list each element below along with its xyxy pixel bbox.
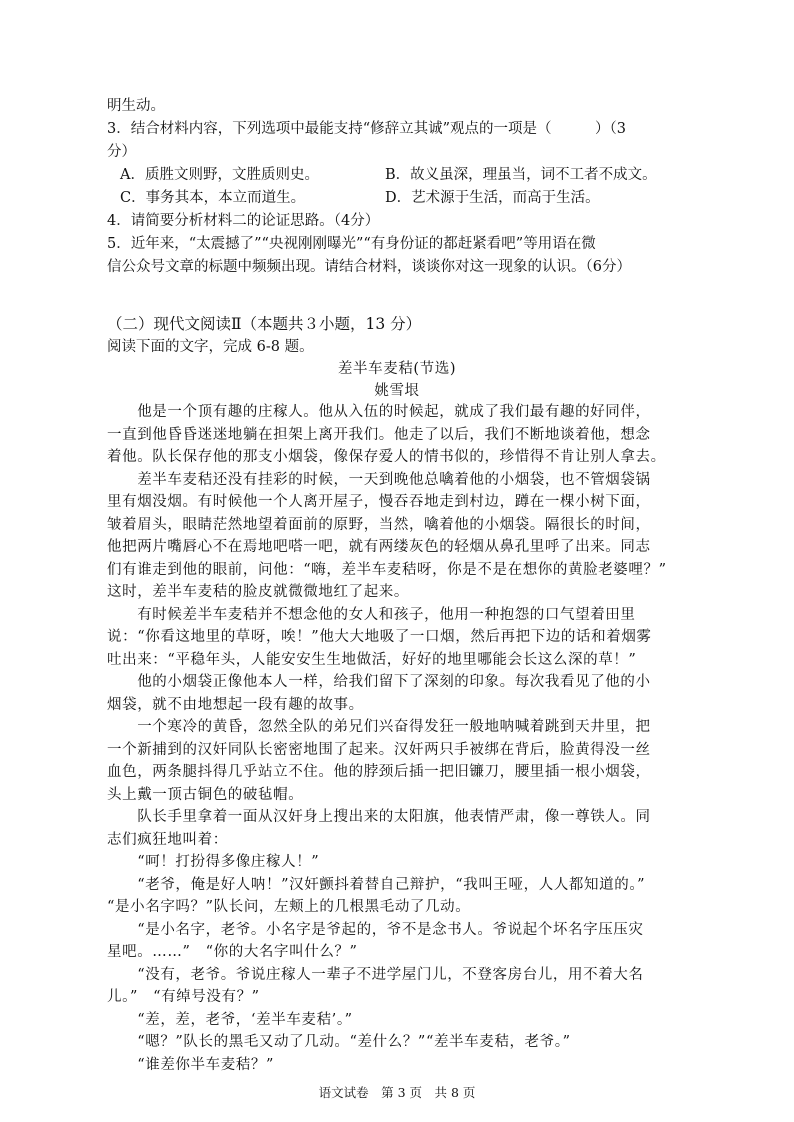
passage-line: 这时，差半车麦秸的脸皮就微微地红了起来。: [107, 584, 409, 600]
passage-line: 们有谁走到他的眼前，问他：“嗨，差半车麦秸呀，你是不是在想你的黄脸老婆哩？”: [107, 561, 667, 578]
passage-line: 志们疯狂地叫着：: [107, 831, 228, 848]
passage-line: 着他。队长保存他的那支小烟袋，像保存爱人的情书似的，珍惜得不肯让别人拿去。: [107, 449, 666, 465]
passage-title: 差半车麦秸(节选): [337, 361, 457, 377]
question-3-stem: 3．结合材料内容，下列选项中最能支持“修辞立其诚”观点的一项是（ ）（3: [107, 121, 627, 137]
question-3-option-c: C．事务其本，本立而道生。: [120, 190, 306, 206]
passage-author: 姚雪垠: [374, 383, 420, 399]
question-3-option-b: B．故义虽深，理虽当，词不工者不成文。: [385, 167, 657, 183]
passage-line: “差，差，老爷，‘差半车麦秸’。”: [107, 1011, 353, 1028]
passage-line: “老爷，俺是好人呐！”汉奸颤抖着替自己辩护，“我叫王哑，人人都知道的。”: [107, 876, 646, 893]
passage-line: 有时候差半车麦秸并不想念他的女人和孩子，他用一种抱怨的口气望着田里: [107, 606, 636, 623]
passage-line: 里有烟没烟。有时候他一个人离开屋子，慢吞吞地走到村边，蹲在一棵小树下面，: [107, 494, 651, 510]
passage-line: 一个寒冷的黄昏，忽然全队的弟兄们兴奋得发狂一般地呐喊着跳到天井里，把: [107, 719, 651, 735]
question-3-score: 分）: [107, 144, 136, 160]
page-footer: 语文试卷 第 3 页 共 8 页: [318, 1085, 476, 1100]
passage-line: 吐出来：“平稳年头，人能安安生生地做活，好好的地里哪能会长这么深的草！”: [107, 651, 637, 668]
passage-line: 儿。” “有绰号没有？”: [107, 989, 260, 1005]
question-5-line2: 信公众号文章的标题中频频出现。请结合材料，谈谈你对这一现象的认识。（6分）: [107, 259, 631, 275]
passage-line: 星吧。……” “你的大名字叫什么？”: [107, 944, 358, 960]
passage-line: 头上戴一顶古铜色的破毡帽。: [107, 786, 304, 803]
passage-line: 队长手里拿着一面从汉奸身上搜出来的太阳旗，他表情严肃，像一尊铁人。同: [107, 809, 651, 825]
passage-line: 皱着眉头，眼睛茫然地望着面前的原野，当然，噙着他的小烟袋。隔很长的时间，: [107, 516, 651, 533]
question-4: 4．请简要分析材料二的论证思路。（4分）: [107, 213, 380, 229]
passage-line: “没有，老爷。爷说庄稼人一辈子不进学屋门儿，不登客房台儿，用不着大名: [107, 966, 644, 983]
passage-line: “是小名字吗？”队长问，左颊上的几根黑毛动了几动。: [107, 899, 471, 915]
passage-line: 他的小烟袋正像他本人一样，给我们留下了深刻的印象。每次我看见了他的小: [107, 674, 651, 690]
passage-line: 他把两片嘴唇心不在焉地吧嗒一吧，就有两缕灰色的轻烟从鼻孔里呼了出来。同志: [107, 539, 651, 555]
section-instruction: 阅读下面的文字，完成 6-8 题。: [107, 339, 314, 355]
passage-line: 说：“你看这地里的草呀，唉！”他大大地吸了一口烟，然后再把下边的话和着烟雾: [107, 629, 652, 645]
passage-line: 一个新捕到的汉奸同队长密密地围了起来。汉奸两只手被绑在背后，脸黄得没一丝: [107, 741, 651, 758]
passage-line: “呵！打扮得多像庄稼人！”: [107, 854, 320, 870]
passage-line: 一直到他昏昏迷迷地躺在担架上离开我们。他走了以后，我们不断地谈着他，想念: [107, 426, 651, 443]
question-5-line1: 5．近年来，“太震撼了”“央视刚刚曝光”“有身份证的都赶紧看吧”等用语在微: [107, 236, 596, 252]
question-3-option-d: D．艺术源于生活，而高于生活。: [385, 190, 600, 206]
passage-line: 差半车麦秸还没有挂彩的时候，一天到晚他总噙着他的小烟袋，也不管烟袋锅: [107, 471, 651, 488]
passage-line: “谁差你半车麦秸？”: [107, 1056, 275, 1073]
passage-line: “嗯？”队长的黑毛又动了几动。“差什么？”“差半车麦秸，老爷。”: [107, 1034, 571, 1050]
passage-line: 血色，两条腿抖得几乎站立不住。他的脖颈后插一把旧镰刀，腰里插一根小烟袋，: [107, 764, 651, 780]
passage-line: “是小名字，老爷。小名字是爷起的，爷不是念书人。爷说起个坏名字压压灾: [107, 921, 644, 938]
text-line-continuation: 明生动。: [107, 98, 165, 114]
section-heading: （二）现代文阅读Ⅱ（本题共３小题，13 分）: [107, 315, 422, 333]
question-3-option-a: A．质胜文则野，文胜质则史。: [120, 167, 319, 183]
passage-line: 烟袋，就不由地想起一段有趣的故事。: [107, 696, 364, 713]
passage-line: 他是一个顶有趣的庄稼人。他从入伍的时候起，就成了我们最有趣的好同伴，: [107, 404, 651, 420]
